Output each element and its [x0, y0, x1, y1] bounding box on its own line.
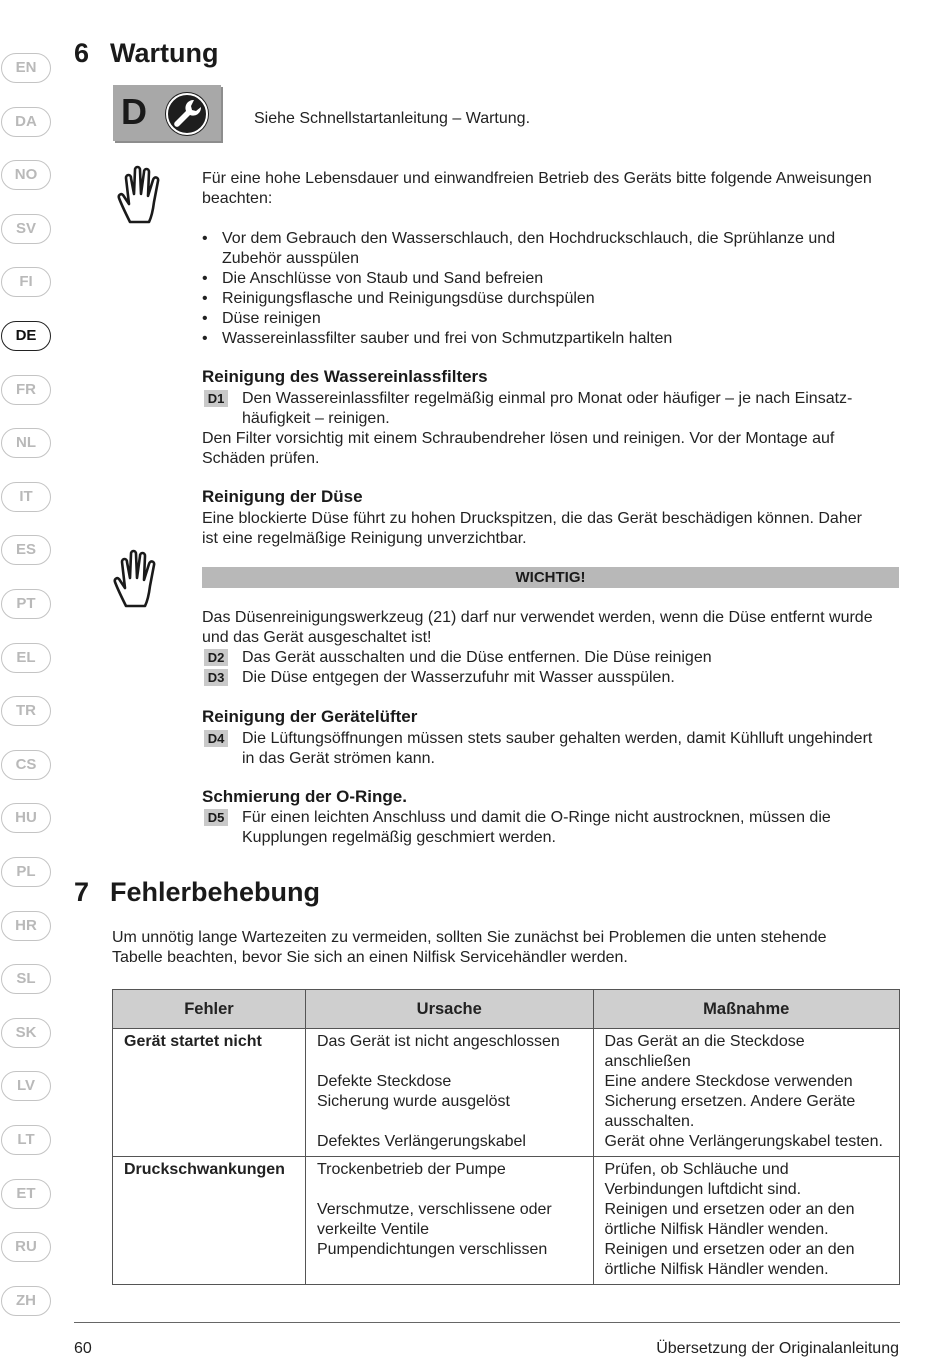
list-item [202, 309, 902, 329]
cell-line: Eine andere Steckdose verwenden [604, 1073, 853, 1090]
caution-hand-icon [112, 546, 164, 610]
language-tab-zh[interactable]: ZH [1, 1286, 51, 1316]
nozzle-step-d2: Das Gerät ausschalten und die Düse entfernen. Die Düse reinigen [242, 649, 712, 666]
cell-line: Reinigen und ersetzen oder an den [604, 1201, 855, 1218]
section-title: Fehlerbehebung [110, 877, 321, 907]
fault-cell: Gerät startet nicht [113, 1029, 306, 1157]
list-item-text: • Die Anschlüsse von Staub und Sand befreien [222, 270, 544, 287]
cell-line: Verbindungen luftdicht sind. [604, 1181, 802, 1198]
fan-step-line1: Die Lüftungsöffnungen müssen stets sauber gehalten werden, damit Kühlluft ungehindert [242, 730, 873, 747]
list-item-text: • Reinigungsflasche und Reinigungsdüse durchspülen [222, 290, 595, 307]
section-6-heading [74, 38, 218, 69]
cell-line: Verschmutze, verschlissene oder [316, 1201, 552, 1218]
language-tab-hr[interactable]: HR [1, 911, 51, 941]
orings-heading: Schmierung der O-Ringe. [202, 787, 407, 806]
cell-line: Das Gerät ist nicht angeschlossen [316, 1033, 560, 1050]
language-tab-it[interactable]: IT [1, 482, 51, 512]
language-tab-nl[interactable]: NL [1, 428, 51, 458]
important-banner: WICHTIG! [202, 567, 899, 588]
language-tab-hu[interactable]: HU [1, 803, 51, 833]
nozzle-warning-line1: Das Düsenreinigungswerkzeug (21) darf nur verwendet werden, wenn die Düse entfernt wurde [202, 609, 873, 626]
language-tab-pt[interactable]: PT [1, 589, 51, 619]
language-tab-sl[interactable]: SL [1, 964, 51, 994]
language-tab-tr[interactable]: TR [1, 696, 51, 726]
table-row [113, 1029, 900, 1157]
cell-line: ausschalten. [604, 1113, 695, 1130]
column-header-action: Maßnahme [593, 990, 900, 1029]
maintenance-bullet-list [202, 229, 902, 349]
quickstart-reference: Siehe Schnellstartanleitung – Wartung. [254, 110, 531, 127]
orings-step-line1: Für einen leichten Anschluss und damit die O-Ringe nicht austrocknen, müssen die [242, 809, 831, 826]
cell-line: Trockenbetrieb der Pumpe [316, 1161, 506, 1178]
column-header-cause: Ursache [305, 990, 593, 1029]
cell-line: örtliche Nilfisk Händler wenden. [604, 1221, 829, 1238]
cause-cell [305, 1157, 593, 1285]
language-tab-fr[interactable]: FR [1, 375, 51, 405]
cause-cell [305, 1029, 593, 1157]
language-tab-en[interactable]: EN [1, 53, 51, 83]
language-tab-es[interactable]: ES [1, 535, 51, 565]
troubleshooting-intro-line2: Tabelle beachten, bevor Sie sich an einen Nilfisk Servicehändler werden. [112, 949, 628, 966]
cell-line: Defektes Verlängerungskabel [316, 1133, 526, 1150]
list-item-text: • Düse reinigen [222, 310, 321, 327]
nozzle-heading: Reinigung der Düse [202, 487, 363, 506]
list-item [202, 329, 902, 349]
cell-line: verkeilte Ventile [316, 1221, 430, 1238]
nozzle-step-d3: Die Düse entgegen der Wasserzufuhr mit Wasser ausspülen. [242, 669, 675, 686]
filter-step-line2: häufigkeit – reinigen. [242, 410, 390, 427]
action-cell [593, 1157, 900, 1285]
maintenance-intro-line1: Für eine hohe Lebensdauer und einwandfreien Betrieb des Geräts bitte folgende Anweisungen [202, 170, 872, 187]
fault-cell: Druckschwankungen [113, 1157, 306, 1285]
action-cell [593, 1029, 900, 1157]
cell-line: Gerät ohne Verlängerungskabel testen. [604, 1133, 883, 1150]
orings-step-line2: Kupplungen regelmäßig geschmiert werden. [242, 829, 556, 846]
step-tag-d3: D3 [204, 669, 228, 686]
filter-text-line2: Schäden prüfen. [202, 450, 320, 467]
column-header-fault: Fehler [113, 990, 306, 1029]
filter-text-line1: Den Filter vorsichtig mit einem Schraubendreher lösen und reinigen. Vor der Montage auf [202, 430, 835, 447]
cell-line: Sicherung ersetzen. Andere Geräte [604, 1093, 856, 1110]
language-tab-ru[interactable]: RU [1, 1232, 51, 1262]
section-title: Wartung [110, 38, 219, 68]
nozzle-warning-line2: und das Gerät ausgeschaltet ist! [202, 629, 432, 646]
cell-line [317, 1260, 583, 1280]
table-row [113, 1157, 900, 1285]
cell-line: Sicherung wurde ausgelöst [316, 1093, 510, 1110]
language-tab-sk[interactable]: SK [1, 1018, 51, 1048]
list-item-text: Zubehör ausspülen [222, 250, 359, 267]
cell-line: Prüfen, ob Schläuche und [604, 1161, 789, 1178]
cell-line [317, 1180, 583, 1200]
language-tab-fi[interactable]: FI [1, 267, 51, 297]
troubleshooting-table [112, 989, 900, 1285]
language-tab-pl[interactable]: PL [1, 857, 51, 887]
cell-line: Reinigen und ersetzen oder an den [604, 1241, 855, 1258]
d-box-letter: D [121, 91, 147, 132]
page-number: 60 [74, 1340, 92, 1357]
footer-caption: Übersetzung der Originalanleitung [656, 1340, 899, 1357]
filter-step-line1: Den Wassereinlassfilter regelmäßig einmal pro Monat oder häufiger – je nach Einsatz- [242, 390, 853, 407]
cell-line: Das Gerät an die Steckdose [604, 1033, 805, 1050]
list-item-text: • Wassereinlassfilter sauber und frei von Schmutzpartikeln halten [222, 330, 673, 347]
troubleshooting-intro-line1: Um unnötig lange Wartezeiten zu vermeiden, sollten Sie zunächst bei Problemen die unten stehende [112, 929, 827, 946]
list-item [202, 289, 902, 309]
maintenance-intro-line2: beachten: [202, 190, 273, 207]
list-item [202, 229, 902, 269]
section-7-heading [74, 877, 320, 908]
cell-line [317, 1112, 583, 1132]
language-tab-de[interactable]: DE [1, 321, 51, 351]
fan-heading: Reinigung der Gerätelüfter [202, 707, 418, 726]
language-tab-sv[interactable]: SV [1, 214, 51, 244]
table-header-row [113, 990, 900, 1029]
language-tab-et[interactable]: ET [1, 1179, 51, 1209]
wrench-icon [161, 88, 213, 140]
language-tab-no[interactable]: NO [1, 160, 51, 190]
section-number: 6 [74, 38, 90, 68]
fan-step-line2: in das Gerät strömen kann. [242, 750, 435, 767]
nozzle-text-line2: ist eine regelmäßige Reinigung unverzichtbar. [202, 530, 527, 547]
section-number: 7 [74, 877, 90, 907]
caution-hand-icon [116, 162, 168, 226]
language-tab-lv[interactable]: LV [1, 1071, 51, 1101]
step-tag-d2: D2 [204, 649, 228, 666]
footer-divider [74, 1322, 900, 1323]
cell-line: anschließen [604, 1053, 691, 1070]
language-tab-da[interactable]: DA [1, 107, 51, 137]
step-tag-d4: D4 [204, 730, 228, 747]
language-tab-lt[interactable]: LT [1, 1125, 51, 1155]
filter-heading: Reinigung des Wassereinlassfilters [202, 367, 488, 386]
list-item-text: • Vor dem Gebrauch den Wasserschlauch, den Hochdruckschlauch, die Sprühlanze und [222, 230, 836, 247]
cell-line [317, 1052, 583, 1072]
quickstart-d-box [113, 85, 221, 141]
step-tag-d5: D5 [204, 809, 228, 826]
language-tab-el[interactable]: EL [1, 643, 51, 673]
cell-line: örtliche Nilfisk Händler wenden. [604, 1261, 829, 1278]
cell-line: Pumpendichtungen verschlissen [316, 1241, 548, 1258]
list-item [202, 269, 902, 289]
cell-line: Defekte Steckdose [316, 1073, 452, 1090]
language-tab-cs[interactable]: CS [1, 750, 51, 780]
nozzle-text-line1: Eine blockierte Düse führt zu hohen Druckspitzen, die das Gerät beschädigen können. Daher [202, 510, 862, 527]
step-tag-d1: D1 [204, 390, 228, 407]
